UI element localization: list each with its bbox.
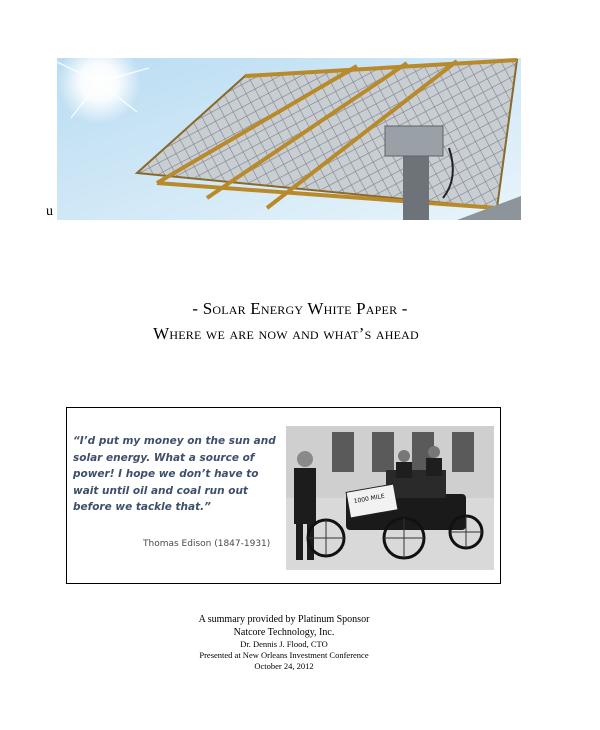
edison-car-photo	[286, 426, 494, 570]
footer-company: Natcore Technology, Inc.	[233, 627, 335, 638]
solar-panel-photo	[57, 58, 521, 220]
sponsor-footer	[0, 613, 568, 672]
quote-box	[66, 407, 501, 584]
footer-author: Dr. Dennis J. Flood, CTO	[240, 639, 328, 649]
stray-character: u	[46, 204, 53, 219]
document-title: - Solar Energy White Paper -	[192, 299, 408, 318]
edison-quote: “I’d put my money on the sun and solar energy. What a source of power! I hope we don’t have to wait until oil and coal run out before we tackle that.”	[73, 435, 276, 513]
document-subtitle: Where we are now and what’s ahead	[153, 324, 419, 343]
footer-event: Presented at New Orleans Investment Conference	[199, 650, 369, 660]
edison-car-illustration	[286, 426, 494, 570]
car-sign-text: 1000 MILE	[353, 492, 386, 506]
footer-sponsor-line: A summary provided by Platinum Sponsor	[198, 614, 370, 625]
footer-date: October 24, 2012	[254, 661, 314, 671]
solar-panel-illustration	[57, 58, 521, 220]
quote-attribution: Thomas Edison (1847-1931)	[143, 539, 271, 549]
